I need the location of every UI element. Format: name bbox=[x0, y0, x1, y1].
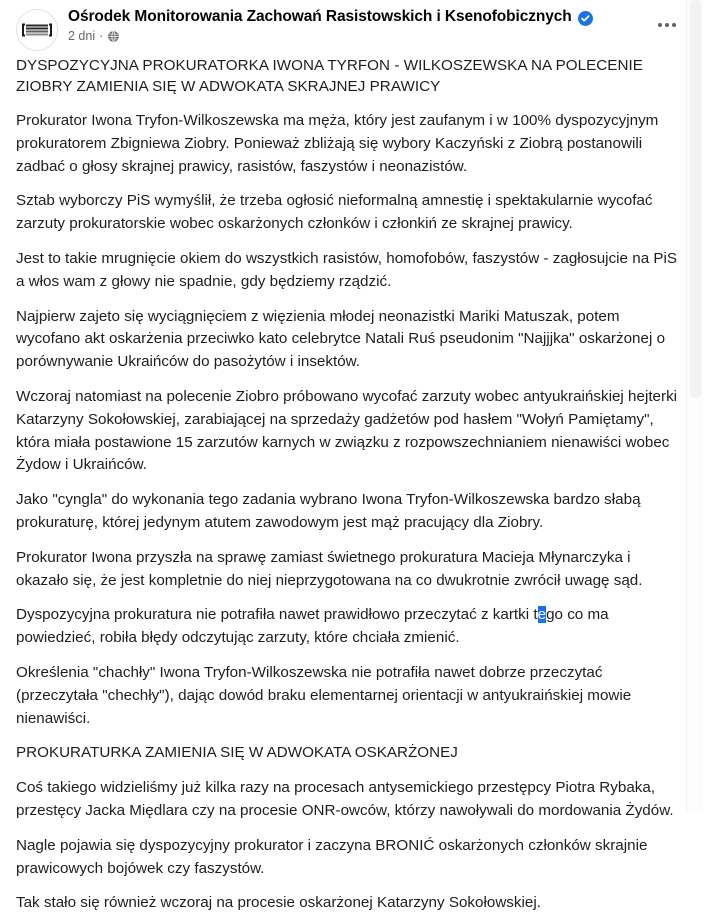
dot-3 bbox=[672, 23, 676, 27]
text-selection-highlight[interactable]: e bbox=[537, 606, 547, 624]
timestamp[interactable]: 2 dni bbox=[68, 29, 96, 43]
more-options-icon[interactable] bbox=[651, 9, 683, 41]
dot-1 bbox=[658, 23, 662, 27]
post-paragraph: Jako "cyngla" do wykonania tego zadania wybrano Iwona Tryfon-Wilkoszewska bardzo słabą prokuraturę, której jedynym atutem zawodowym jest mąż pracujący dla Ziobry. bbox=[16, 491, 641, 531]
page-name[interactable]: Ośrodek Monitorowania Zachowań Rasistowskich i Ksenofobicznych bbox=[68, 8, 572, 25]
meta-separator: · bbox=[99, 29, 104, 43]
post-paragraph-with-selection bbox=[16, 604, 681, 650]
post-paragraph: Prokurator Iwona przyszła na sprawę zamiast świetnego prokuratura Macieja Młynarczyka i okazało się, że jest kompletnie do niej nieprzygotowana na co dwukrotnie zwrócił uwagę sąd. bbox=[16, 548, 643, 589]
header-text bbox=[68, 7, 651, 44]
page-name-row bbox=[68, 8, 651, 26]
post-meta bbox=[68, 29, 651, 44]
bracket-logo-icon bbox=[22, 24, 52, 37]
post-paragraph: Określenia "chachły" Iwona Tryfon-Wilkoszewska nie potrafiła nawet dobrze przeczytać (przeczytała "chechły"), dając dowód braku elementarnej orientacji w antyukraińskiej mowie nienawiści. bbox=[16, 663, 632, 727]
bracket-left-icon bbox=[22, 24, 25, 37]
selection-text-before: Dyspozycyjna prokuratura nie potrafiła nawet prawidłowo przeczytać z kartki t bbox=[16, 606, 538, 624]
post-paragraph: Nagle pojawia się dyspozycyjny prokurator i zaczyna BRONIĆ oskarżonych członków skrajnie prawicowych bojówek czy faszystów. bbox=[16, 836, 648, 877]
post-paragraph: Wczoraj natomiast na polecenie Ziobro próbowano wycofać zarzuty wobec antyukraińskiej hejterki Katarzyny Sokołowskiej, zarabiającej na sprzedaży gadżetów pod hasłem "Wołyń Pamiętamy", która miała postawione 15 zarzutów karnych w związku z rozpowszechnianiem nienawiści wobec Żydow i Ukraińców. bbox=[16, 387, 678, 474]
globe-public-icon[interactable] bbox=[107, 30, 120, 43]
post-paragraph: Najpierw zajeto się wyciągnięciem z więzienia młodej neonazistki Mariki Matuszak, potem wycofano akt oskarżenia przeciwko kato celebrytce Natali Ruś pseudonim "Najjjka" oskarżonej o porównywanie Ukraińców do pasożytów i insektów. bbox=[16, 307, 666, 371]
post-headline: DYSPOZYCYJNA PROKURATORKA IWONA TYRFON - WILKOSZEWSKA NA POLECENIE ZIOBRY ZAMIENIA SIĘ W ADWOKATA SKRAJNEJ PRAWICY bbox=[16, 57, 643, 95]
post-paragraph: Coś takiego widzieliśmy już kilka razy na procesach antysemickiego przestępcy Piotra Rybaka, przestęcy Jacka Międlara czy na procesie ONR-owców, którzy nawoływali do mordowania Żydów. bbox=[16, 779, 674, 819]
vertical-scrollbar[interactable] bbox=[686, 0, 703, 812]
post-paragraph: Tak stało się również wczoraj na procesie oskarżonej Katarzyny Sokołowskiej. bbox=[16, 894, 541, 912]
logo-text-lines bbox=[26, 25, 48, 36]
verified-check-icon bbox=[578, 11, 593, 26]
selection-text-after: go co ma powiedzieć, robiła błędy odczytując zarzuty, które chciała zmienić. bbox=[16, 606, 609, 647]
post-paragraph: Sztab wyborczy PiS wymyślił, że trzeba ogłosić nieformalną amnestię i spektakularnie wycofać zarzuty prokuratorskie wobec oskarżonych członków i członkiń ze skrajnej prawicy. bbox=[16, 192, 653, 233]
post-paragraph: Jest to takie mrugnięcie okiem do wszystkich rasistów, homofobów, faszystów - zagłosujcie na PiS a włos wam z głowy nie spadnie, gdy będziemy rządzić. bbox=[16, 249, 678, 290]
scrollbar-thumb[interactable] bbox=[690, 0, 701, 398]
bracket-right-icon bbox=[49, 24, 52, 37]
post-paragraph: Prokurator Iwona Tryfon-Wilkoszewska ma męża, który jest zaufanym i w 100% dyspozycyjnym prokuratorem Zbigniewa Ziobry. Ponieważ zbliżają się wybory Kaczyński z Ziobrą postanowili zadbać o głosy skrajnej prawicy, rasistów, faszystów i neonazistów. bbox=[16, 112, 659, 175]
avatar[interactable] bbox=[16, 9, 58, 51]
post-header bbox=[0, 0, 703, 52]
post-body bbox=[0, 52, 703, 915]
post-subheading: PROKURATURKA ZAMIENIA SIĘ W ADWOKATA OSKARŻONEJ bbox=[16, 744, 458, 762]
dot-2 bbox=[665, 23, 669, 27]
